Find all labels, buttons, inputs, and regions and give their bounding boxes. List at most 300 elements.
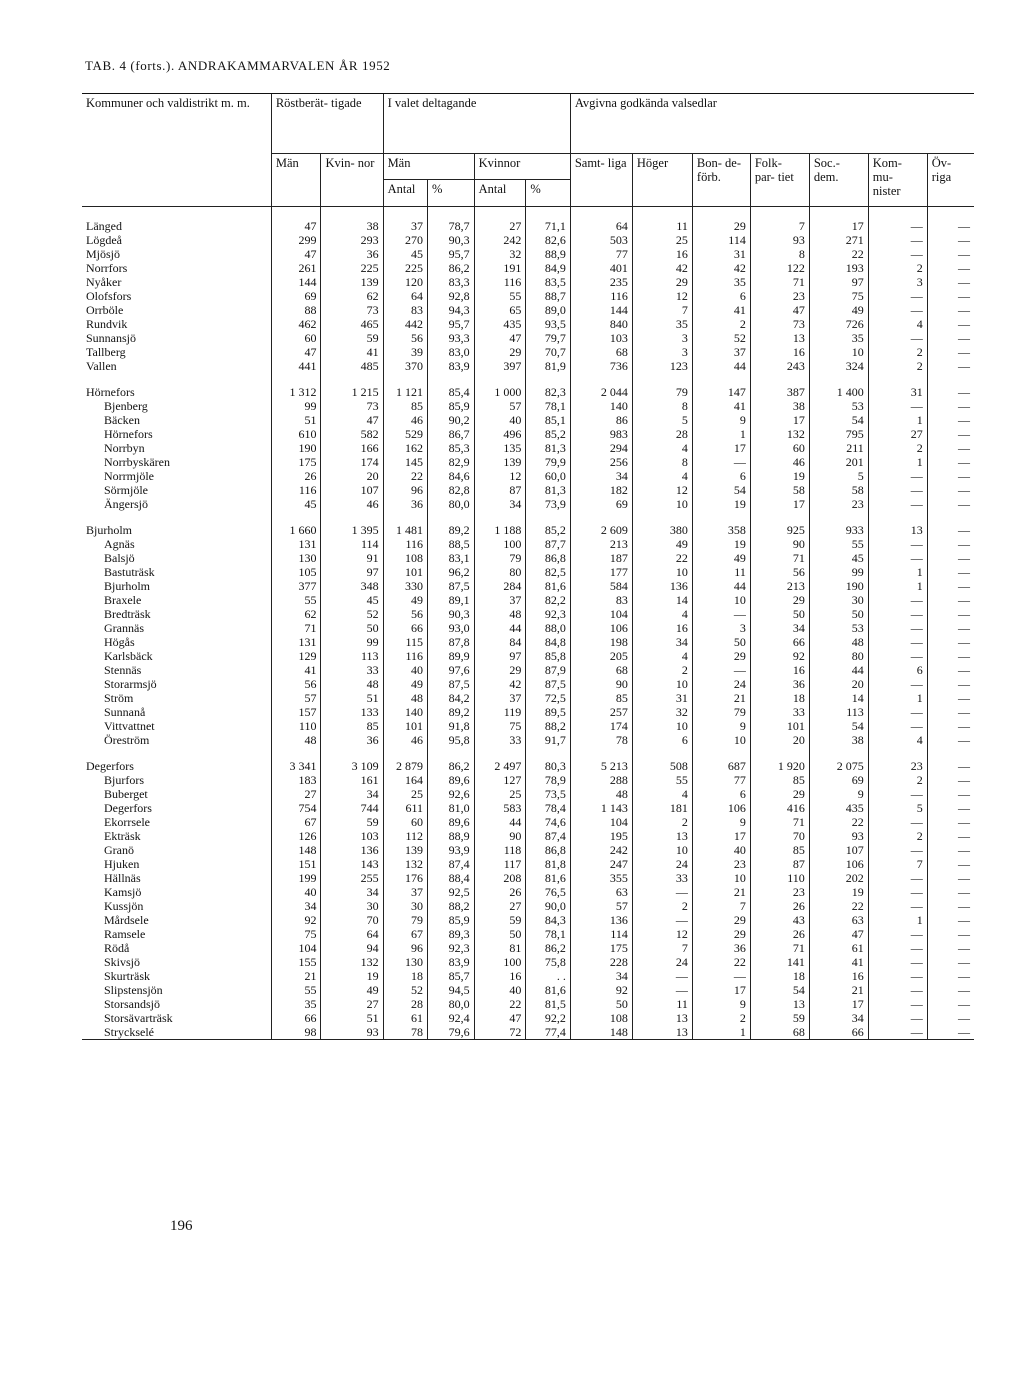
cell-value: 88,2	[526, 719, 571, 733]
cell-value: —	[868, 469, 927, 483]
cell-value: 40	[271, 885, 321, 899]
cell-value: 983	[570, 427, 632, 441]
cell-value: 193	[809, 261, 868, 275]
cell-value: 190	[809, 579, 868, 593]
cell-value: 55	[271, 983, 321, 997]
cell-value: 73	[321, 303, 383, 317]
cell-value: 132	[383, 857, 427, 871]
cell-value: 89,9	[428, 649, 475, 663]
cell-value: —	[868, 607, 927, 621]
cell-value: 132	[750, 427, 809, 441]
cell-value: —	[868, 303, 927, 317]
cell-value: 82,5	[526, 565, 571, 579]
cell-value: 78,1	[526, 927, 571, 941]
cell-value: 4	[632, 607, 692, 621]
cell-value: —	[868, 955, 927, 969]
cell-value: 98	[271, 1025, 321, 1040]
cell-value: 45	[271, 497, 321, 511]
cell-value: 92,8	[428, 289, 475, 303]
cell-value: —	[868, 233, 927, 247]
cell-value: 3	[868, 275, 927, 289]
cell-value: 103	[570, 331, 632, 345]
cell-value: 33	[474, 733, 526, 747]
cell-value: 485	[321, 359, 383, 373]
cell-value: 114	[321, 537, 383, 551]
cell-value: 36	[321, 733, 383, 747]
table-row	[82, 997, 974, 1011]
cell-value: 92	[271, 913, 321, 927]
cell-value: 177	[570, 565, 632, 579]
cell-value: 225	[383, 261, 427, 275]
cell-value: 79	[692, 705, 750, 719]
cell-value: —	[927, 759, 974, 773]
cell-value: 57	[570, 899, 632, 913]
cell-value: 183	[271, 773, 321, 787]
cell-value: 2 497	[474, 759, 526, 773]
cell-value: 32	[474, 247, 526, 261]
cell-value: 1	[692, 1025, 750, 1040]
cell-value: —	[927, 385, 974, 399]
cell-value: 46	[750, 455, 809, 469]
cell-value: 22	[809, 899, 868, 913]
cell-value: 75	[809, 289, 868, 303]
cell-value: 94,3	[428, 303, 475, 317]
cell-value: 29	[692, 927, 750, 941]
cell-value: 1	[868, 691, 927, 705]
cell-value: 89,1	[428, 593, 475, 607]
cell-value: 47	[271, 247, 321, 261]
cell-value: 155	[271, 955, 321, 969]
cell-value: 44	[692, 579, 750, 593]
cell-value: 256	[570, 455, 632, 469]
cell-value: 161	[321, 773, 383, 787]
table-row	[82, 427, 974, 441]
cell-value: 85,9	[428, 399, 475, 413]
spacer-row	[82, 373, 974, 385]
cell-value: 67	[271, 815, 321, 829]
cell-value: 83,5	[526, 275, 571, 289]
cell-value: 27	[271, 787, 321, 801]
cell-value: 85,7	[428, 969, 475, 983]
cell-value: 37	[692, 345, 750, 359]
cell-value: 228	[570, 955, 632, 969]
bottom-rule	[82, 1040, 974, 1043]
cell-value: 75	[271, 927, 321, 941]
cell-value: 79,7	[526, 331, 571, 345]
cell-value: 71	[750, 551, 809, 565]
cell-value: 119	[474, 705, 526, 719]
cell-value: 10	[809, 345, 868, 359]
cell-value: 87,9	[526, 663, 571, 677]
cell-value: 54	[809, 719, 868, 733]
cell-value: 195	[570, 829, 632, 843]
cell-value: 2	[632, 815, 692, 829]
cell-value: 81,0	[428, 801, 475, 815]
cell-value: 90,0	[526, 899, 571, 913]
table-row	[82, 663, 974, 677]
cell-value: 40	[474, 983, 526, 997]
cell-value: —	[868, 331, 927, 345]
cell-value: 89,6	[428, 773, 475, 787]
cell-value: 49	[632, 537, 692, 551]
cell-value: 8	[632, 399, 692, 413]
cell-value: 6	[692, 787, 750, 801]
total-row	[82, 385, 974, 399]
cell-value: 5	[868, 801, 927, 815]
cell-value: 35	[271, 997, 321, 1011]
cell-value: —	[927, 359, 974, 373]
cell-value: 84,3	[526, 913, 571, 927]
row-label: Bjurholm	[86, 523, 133, 537]
cell-value: 10	[632, 719, 692, 733]
cell-value: 47	[271, 345, 321, 359]
header-hoger: Höger	[632, 154, 692, 207]
cell-value: —	[868, 787, 927, 801]
cell-value: —	[868, 621, 927, 635]
cell-value: . .	[526, 969, 571, 983]
cell-value: 16	[809, 969, 868, 983]
row-label: Storsandsjö	[104, 997, 161, 1011]
row-label: Lögdeå	[86, 233, 122, 247]
cell-value: —	[868, 815, 927, 829]
row-label: Kussjön	[104, 899, 144, 913]
cell-value: 174	[321, 455, 383, 469]
cell-value: 100	[474, 537, 526, 551]
cell-value: 59	[474, 913, 526, 927]
table-row	[82, 815, 974, 829]
cell-value: 1 000	[474, 385, 526, 399]
cell-value: 140	[383, 705, 427, 719]
cell-value: —	[927, 801, 974, 815]
cell-value: 47	[474, 331, 526, 345]
cell-value: 9	[692, 815, 750, 829]
cell-value: 87,8	[428, 635, 475, 649]
header-rostberattigade: Röstberät- tigade	[271, 94, 383, 154]
cell-value: 51	[271, 413, 321, 427]
cell-value: 44	[692, 359, 750, 373]
cell-value: 40	[383, 663, 427, 677]
cell-value: 13	[750, 997, 809, 1011]
cell-value: 91,8	[428, 719, 475, 733]
cell-value: 49	[383, 593, 427, 607]
cell-value: —	[868, 677, 927, 691]
cell-value: 85,3	[428, 441, 475, 455]
cell-value: 92,4	[428, 1011, 475, 1025]
cell-value: 139	[321, 275, 383, 289]
cell-value: 5	[632, 413, 692, 427]
table-row	[82, 441, 974, 455]
cell-value: 41	[271, 663, 321, 677]
cell-value: 45	[809, 551, 868, 565]
cell-value: 187	[570, 551, 632, 565]
cell-value: 2	[868, 261, 927, 275]
cell-value: 90	[570, 677, 632, 691]
cell-value: 89,6	[428, 815, 475, 829]
cell-value: 85	[383, 399, 427, 413]
cell-value: 42	[632, 261, 692, 275]
cell-value: 9	[692, 413, 750, 427]
cell-value: 96	[383, 941, 427, 955]
cell-value: —	[927, 593, 974, 607]
cell-value: 293	[321, 233, 383, 247]
cell-value: —	[868, 885, 927, 899]
cell-value: 55	[632, 773, 692, 787]
cell-value: 72	[474, 1025, 526, 1040]
cell-value: 92,6	[428, 787, 475, 801]
cell-value: 6	[692, 469, 750, 483]
table-row	[82, 857, 974, 871]
cell-value: —	[927, 997, 974, 1011]
cell-value: 56	[383, 331, 427, 345]
header-kvinnor-rost: Kvin- nor	[321, 154, 383, 207]
cell-value: 87,4	[428, 857, 475, 871]
cell-value: 108	[570, 1011, 632, 1025]
row-label: Bastuträsk	[104, 565, 155, 579]
cell-value: 9	[809, 787, 868, 801]
row-label: Ramsele	[104, 927, 146, 941]
cell-value: 139	[383, 843, 427, 857]
cell-value: 113	[321, 649, 383, 663]
cell-value: 151	[271, 857, 321, 871]
cell-value: 92,2	[526, 1011, 571, 1025]
table-row	[82, 261, 974, 275]
row-label: Braxele	[104, 593, 142, 607]
cell-value: 2	[868, 829, 927, 843]
cell-value: 85,2	[526, 523, 571, 537]
row-label: Olofsfors	[86, 289, 132, 303]
cell-value: 72,5	[526, 691, 571, 705]
cell-value: 242	[474, 233, 526, 247]
cell-value: 120	[383, 275, 427, 289]
row-label: Orrböle	[86, 303, 124, 317]
cell-value: 83	[570, 593, 632, 607]
header-man: Män	[271, 154, 321, 207]
cell-value: 99	[271, 399, 321, 413]
cell-value: 37	[383, 219, 427, 233]
cell-value: 235	[570, 275, 632, 289]
cell-value: 79,6	[428, 1025, 475, 1040]
cell-value: 139	[474, 455, 526, 469]
cell-value: 82,6	[526, 233, 571, 247]
cell-value: 16	[750, 345, 809, 359]
row-label: Skivsjö	[104, 955, 141, 969]
cell-value: 261	[271, 261, 321, 275]
table-row	[82, 913, 974, 927]
cell-value: 88,5	[428, 537, 475, 551]
cell-value: —	[927, 303, 974, 317]
table-row	[82, 607, 974, 621]
cell-value: 30	[809, 593, 868, 607]
row-label: Öreström	[104, 733, 150, 747]
cell-value: 18	[750, 691, 809, 705]
cell-value: 87,5	[428, 579, 475, 593]
cell-value: 4	[632, 649, 692, 663]
cell-value: 16	[632, 621, 692, 635]
cell-value: 74,6	[526, 815, 571, 829]
cell-value: 18	[750, 969, 809, 983]
cell-value: 31	[692, 247, 750, 261]
cell-value: 95,7	[428, 317, 475, 331]
cell-value: 52	[321, 607, 383, 621]
cell-value: 435	[809, 801, 868, 815]
cell-value: 88,9	[526, 247, 571, 261]
cell-value: 105	[271, 565, 321, 579]
table-row	[82, 331, 974, 345]
cell-value: 3 341	[271, 759, 321, 773]
cell-value: 30	[383, 899, 427, 913]
cell-value: 41	[692, 303, 750, 317]
cell-value: 81,5	[526, 997, 571, 1011]
cell-value: 85	[750, 843, 809, 857]
cell-value: 92,3	[428, 941, 475, 955]
cell-value: 611	[383, 801, 427, 815]
table-row	[82, 983, 974, 997]
cell-value: —	[868, 941, 927, 955]
cell-value: 2	[632, 899, 692, 913]
cell-value: 348	[321, 579, 383, 593]
cell-value: 20	[809, 677, 868, 691]
cell-value: 247	[570, 857, 632, 871]
cell-value: —	[927, 331, 974, 345]
cell-value: 1	[692, 427, 750, 441]
cell-value: 181	[632, 801, 692, 815]
header-valsedlar: Avgivna godkända valsedlar	[570, 94, 974, 154]
cell-value: 75,8	[526, 955, 571, 969]
table-row	[82, 413, 974, 427]
header-pct-kvinnor: %	[526, 180, 571, 207]
cell-value: —	[868, 899, 927, 913]
cell-value: 24	[632, 955, 692, 969]
cell-value: 69	[570, 497, 632, 511]
cell-value: 11	[632, 997, 692, 1011]
cell-value: 78	[570, 733, 632, 747]
cell-value: 401	[570, 261, 632, 275]
row-label: Högås	[104, 635, 135, 649]
header-antal-man: Antal	[383, 180, 427, 207]
cell-value: 2	[868, 345, 927, 359]
cell-value: 13	[632, 829, 692, 843]
cell-value: 726	[809, 317, 868, 331]
election-table	[82, 93, 974, 1042]
cell-value: 116	[474, 275, 526, 289]
cell-value: 7	[632, 303, 692, 317]
cell-value: 46	[383, 733, 427, 747]
cell-value: —	[868, 551, 927, 565]
header-ovriga: Öv- riga	[927, 154, 974, 207]
cell-value: —	[868, 1011, 927, 1025]
cell-value: —	[927, 607, 974, 621]
cell-value: —	[927, 1011, 974, 1025]
cell-value: 22	[383, 469, 427, 483]
cell-value: —	[927, 455, 974, 469]
cell-value: 140	[570, 399, 632, 413]
cell-value: —	[927, 275, 974, 289]
cell-value: 1	[868, 413, 927, 427]
total-row	[82, 759, 974, 773]
cell-value: 64	[570, 219, 632, 233]
cell-value: 4	[868, 733, 927, 747]
cell-value: 95,7	[428, 247, 475, 261]
cell-value: —	[927, 551, 974, 565]
cell-value: 31	[868, 385, 927, 399]
cell-value: 44	[474, 621, 526, 635]
cell-value: —	[868, 483, 927, 497]
cell-value: 88,2	[428, 899, 475, 913]
cell-value: 81,9	[526, 359, 571, 373]
row-label: Norrfors	[86, 261, 128, 275]
cell-value: 4	[632, 469, 692, 483]
cell-value: 29	[632, 275, 692, 289]
cell-value: 52	[692, 331, 750, 345]
cell-value: 53	[809, 621, 868, 635]
cell-value: 64	[321, 927, 383, 941]
row-label: Degerfors	[86, 759, 134, 773]
cell-value: 46	[383, 413, 427, 427]
cell-value: 99	[321, 635, 383, 649]
cell-value: 77,4	[526, 1025, 571, 1040]
cell-value: 48	[321, 677, 383, 691]
cell-value: 95,8	[428, 733, 475, 747]
row-label: Stryckselé	[104, 1025, 154, 1039]
cell-value: 89,3	[428, 927, 475, 941]
header-bondeforbundet: Bon- de- förb.	[692, 154, 750, 207]
cell-value: 37	[474, 691, 526, 705]
cell-value: 33	[321, 663, 383, 677]
cell-value: 116	[383, 649, 427, 663]
cell-value: 122	[750, 261, 809, 275]
cell-value: 91,7	[526, 733, 571, 747]
cell-value: 13	[632, 1011, 692, 1025]
table-row	[82, 899, 974, 913]
cell-value: 17	[750, 413, 809, 427]
table-row	[82, 621, 974, 635]
cell-value: 83,0	[428, 345, 475, 359]
cell-value: 36	[321, 247, 383, 261]
cell-value: 208	[474, 871, 526, 885]
cell-value: 211	[809, 441, 868, 455]
table-row	[82, 247, 974, 261]
cell-value: 123	[632, 359, 692, 373]
cell-value: 496	[474, 427, 526, 441]
cell-value: 12	[632, 483, 692, 497]
cell-value: 19	[692, 497, 750, 511]
cell-value: 1 395	[321, 523, 383, 537]
cell-value: 17	[692, 441, 750, 455]
row-label: Sunnanå	[104, 705, 146, 719]
cell-value: 97	[321, 565, 383, 579]
cell-value: —	[868, 497, 927, 511]
cell-value: 42	[692, 261, 750, 275]
cell-value: 33	[750, 705, 809, 719]
cell-value: 79	[474, 551, 526, 565]
cell-value: 2 879	[383, 759, 427, 773]
cell-value: 78,1	[526, 399, 571, 413]
cell-value: 90,2	[428, 413, 475, 427]
cell-value: 79	[632, 385, 692, 399]
cell-value: 355	[570, 871, 632, 885]
cell-value: 1	[868, 565, 927, 579]
row-label: Bredträsk	[104, 607, 151, 621]
cell-value: 19	[809, 885, 868, 899]
cell-value: 1 660	[271, 523, 321, 537]
cell-value: —	[927, 857, 974, 871]
cell-value: 93,3	[428, 331, 475, 345]
cell-value: 88,0	[526, 621, 571, 635]
cell-value: 148	[570, 1025, 632, 1040]
spacer-row	[82, 747, 974, 759]
cell-value: 288	[570, 773, 632, 787]
cell-value: 92	[750, 649, 809, 663]
